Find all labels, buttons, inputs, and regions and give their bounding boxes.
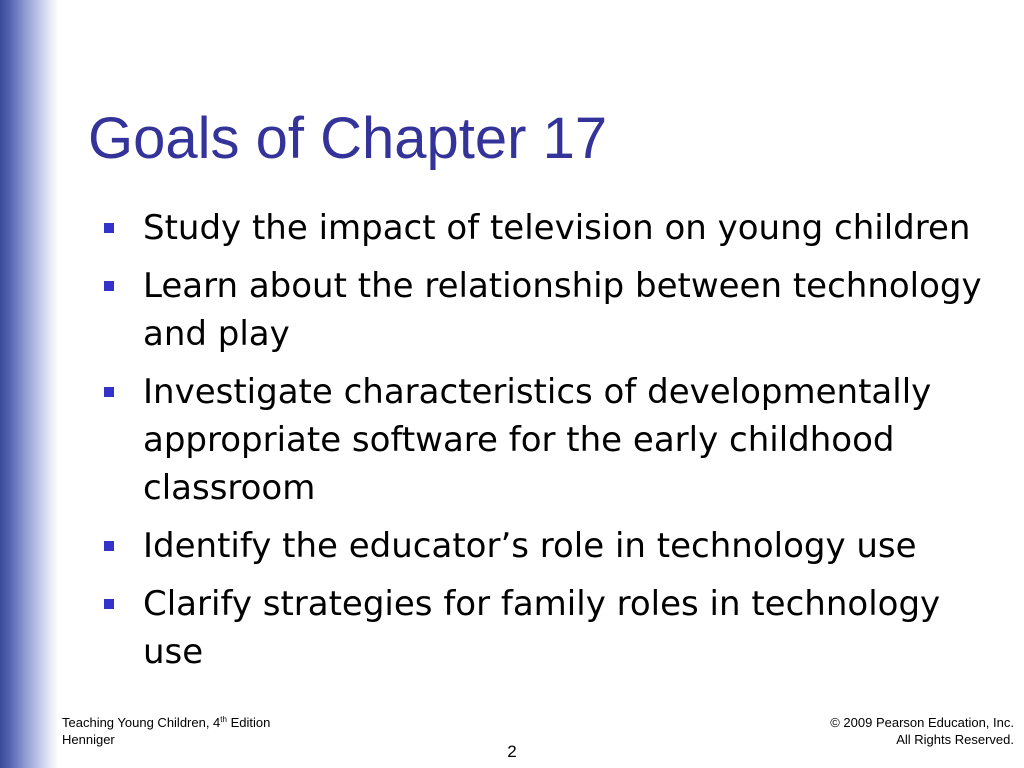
footer-rights: All Rights Reserved. [896,732,1014,747]
book-title-suffix: Edition [226,715,271,730]
bullet-item [104,522,1004,570]
square-bullet-icon [104,223,114,233]
square-bullet-icon [104,281,114,291]
bullet-item [104,368,1004,512]
square-bullet-icon [104,599,114,609]
book-title-prefix: Teaching Young Children, 4 [62,715,221,730]
bullet-text: Study the impact of television on young children [143,208,971,248]
footer-book-title [62,714,270,731]
square-bullet-icon [104,541,114,551]
bullet-text: Learn about the relationship between technology and play [143,266,982,354]
edition-superscript: th [220,715,227,724]
footer-author: Henniger [62,732,115,747]
bullet-item [104,204,1004,252]
page-number: 2 [507,742,517,761]
bullet-item [104,580,1004,676]
footer-copyright: © 2009 Pearson Education, Inc. [830,715,1014,730]
square-bullet-icon [104,387,114,397]
bullet-list [104,204,1004,686]
side-gradient-bar [0,0,58,768]
bullet-text: Clarify strategies for family roles in technology use [143,584,941,672]
bullet-text: Identify the educator’s role in technology use [143,526,917,566]
bullet-item [104,262,1004,358]
bullet-text: Investigate characteristics of developmentally appropriate software for the early childhood classroom [143,372,932,508]
slide-title: Goals of Chapter 17 [88,106,608,171]
